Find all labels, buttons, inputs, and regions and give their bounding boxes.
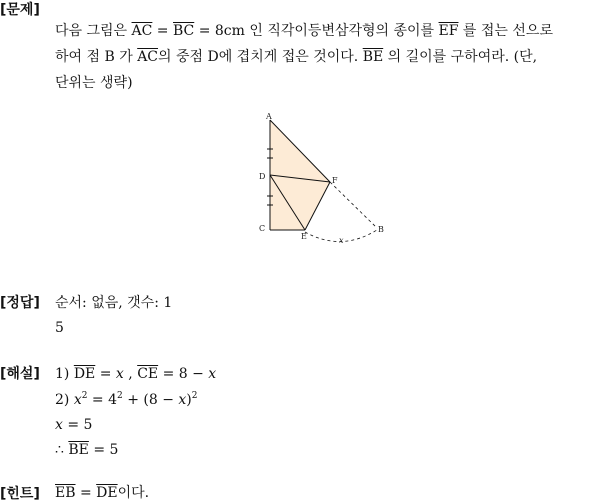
label-f: F <box>332 176 338 185</box>
hint-label: [힌트] <box>0 486 40 502</box>
segment-eb: $\overline{EB}$ <box>55 485 76 501</box>
text: , <box>123 366 138 382</box>
text: 를 접는 선으로 <box>458 23 553 39</box>
text: 1) <box>55 366 74 382</box>
label-x: x <box>339 236 344 245</box>
text: = 8cm 인 직각이등변삼각형의 종이를 <box>194 23 439 39</box>
hint-line <box>55 482 149 504</box>
text: ∴ <box>55 442 69 458</box>
problem-line-3: 단위는 생략) <box>55 75 133 91</box>
label-a: A <box>266 112 272 121</box>
segment-ce: $\overline{CE}$ <box>137 366 159 382</box>
text: = <box>152 23 173 39</box>
text: = <box>75 485 97 501</box>
text: 의 중점 D에 겹치게 접은 것이다. <box>158 49 363 65</box>
text: = 5 <box>88 442 119 458</box>
segment-ef: $\overline{EF}$ <box>438 23 459 39</box>
var-x: x <box>115 366 124 382</box>
answer-line-2: 5 <box>55 320 64 336</box>
answer-label: [정답] <box>0 295 40 311</box>
text: 의 길이를 구하여라. (단, <box>383 49 538 65</box>
text: = 8 − <box>158 366 209 382</box>
problem-label: [문제] <box>0 2 40 18</box>
text: 이다. <box>117 485 150 501</box>
dashed-f-b <box>330 182 377 228</box>
folded-triangle-figure <box>255 110 395 250</box>
text: = 5 <box>62 417 93 433</box>
text: 다음 그림은 <box>55 23 132 39</box>
var-x: x <box>178 392 187 408</box>
solution-line-3 <box>55 414 92 436</box>
text: = 4 <box>87 392 118 408</box>
paper-region <box>270 120 330 230</box>
label-c: C <box>259 224 266 233</box>
segment-de: $\overline{DE}$ <box>73 366 96 382</box>
text: + (8 − <box>122 392 179 408</box>
solution-line-4 <box>55 439 118 461</box>
segment-ac: $\overline{AC}$ <box>131 23 153 39</box>
segment-be: $\overline{BE}$ <box>68 442 89 458</box>
label-d: D <box>259 172 266 181</box>
text: ) <box>186 392 192 408</box>
text: = <box>95 366 116 382</box>
problem-line-1 <box>55 20 553 42</box>
exponent: 2 <box>117 391 123 401</box>
segment-de: $\overline{DE}$ <box>96 485 118 501</box>
solution-line-2 <box>55 389 198 411</box>
label-e: E <box>301 232 307 241</box>
problem-line-2 <box>55 46 537 68</box>
var-x: x <box>73 392 82 408</box>
exponent: 2 <box>191 391 198 401</box>
label-b: B <box>378 225 384 234</box>
var-x: x <box>208 366 217 382</box>
solution-label: [해설] <box>0 366 40 382</box>
exponent: 2 <box>81 391 88 401</box>
segment-ac: $\overline{AC}$ <box>137 49 159 65</box>
solution-line-1 <box>55 363 216 385</box>
text: 하여 점 B 가 <box>55 49 138 65</box>
text: 2) <box>55 392 74 408</box>
var-x: x <box>55 417 63 433</box>
segment-be: $\overline{BE}$ <box>362 49 384 65</box>
answer-line-1: 순서: 없음, 갯수: 1 <box>55 295 173 311</box>
segment-bc: $\overline{BC}$ <box>173 23 195 39</box>
